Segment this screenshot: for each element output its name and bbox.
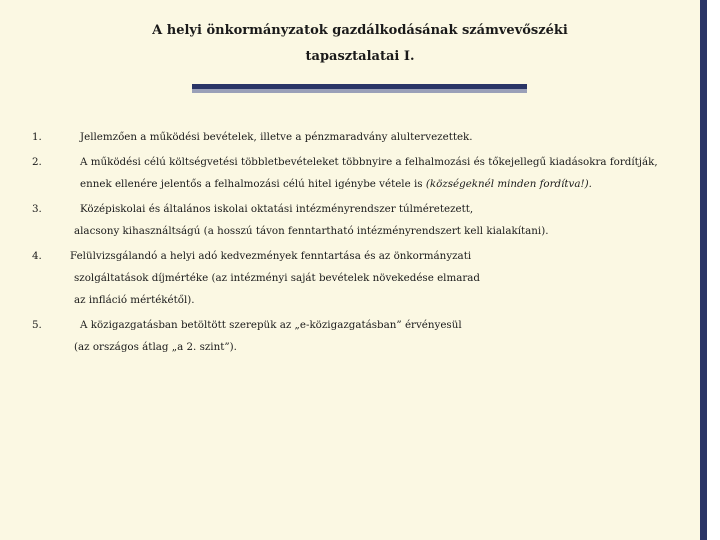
list-item-text-part: ennek ellenére jelentős a felhalmozási célú hitel igénybe vétele is: [80, 178, 423, 190]
list-item-number: 1.: [32, 131, 42, 143]
title-underline-light: [192, 89, 527, 93]
list-item-text: Jellemzően a működési bevételek, illetve a pénzmaradvány alultervezettek.: [80, 131, 473, 143]
list-item-number: 2.: [32, 156, 42, 168]
numbered-list: [32, 126, 682, 361]
list-item: [32, 245, 682, 311]
title-line-1: A helyi önkormányzatok gazdálkodásának számvevőszéki: [152, 23, 568, 38]
list-item-text: az infláció mértékétől).: [74, 294, 195, 306]
list-item-text: A működési célú költségvetési többletbevételeket többnyire a felhalmozási és tőkejellegű kiadásokra fordítják,: [80, 156, 658, 168]
right-accent-bar: [700, 0, 707, 540]
list-item: [32, 126, 682, 148]
list-item-text: [80, 173, 682, 195]
list-item-text: Felülvizsgálandó a helyi adó kedvezmények fenntartása és az önkormányzati: [70, 250, 472, 262]
list-item-number: 3.: [32, 203, 42, 215]
list-item-text: szolgáltatások díjmértéke (az intézményi saját bevételek növekedése elmarad: [74, 272, 481, 284]
list-item-text: Középiskolai és általános iskolai oktatási intézményrendszer túlméretezett,: [80, 203, 474, 215]
title-line-2: tapasztalatai I.: [305, 49, 415, 64]
list-item-text: A közigazgatásban betöltött szerepük az „e-közigazgatásban” érvényesül: [80, 319, 462, 331]
list-item-emphasis: (községeknél minden fordítva!).: [425, 178, 592, 190]
slide-title: [60, 18, 660, 70]
list-item: [32, 198, 682, 242]
list-item-text: alacsony kihasználtságú (a hosszú távon fenntartható intézményrendszert kell kialakítani).: [74, 225, 549, 237]
list-item: [32, 151, 682, 195]
list-item-number: 4.: [32, 250, 42, 262]
list-item-number: 5.: [32, 319, 42, 331]
list-item: [32, 314, 682, 358]
list-item-text: (az országos átlag „a 2. szint”).: [74, 341, 237, 353]
